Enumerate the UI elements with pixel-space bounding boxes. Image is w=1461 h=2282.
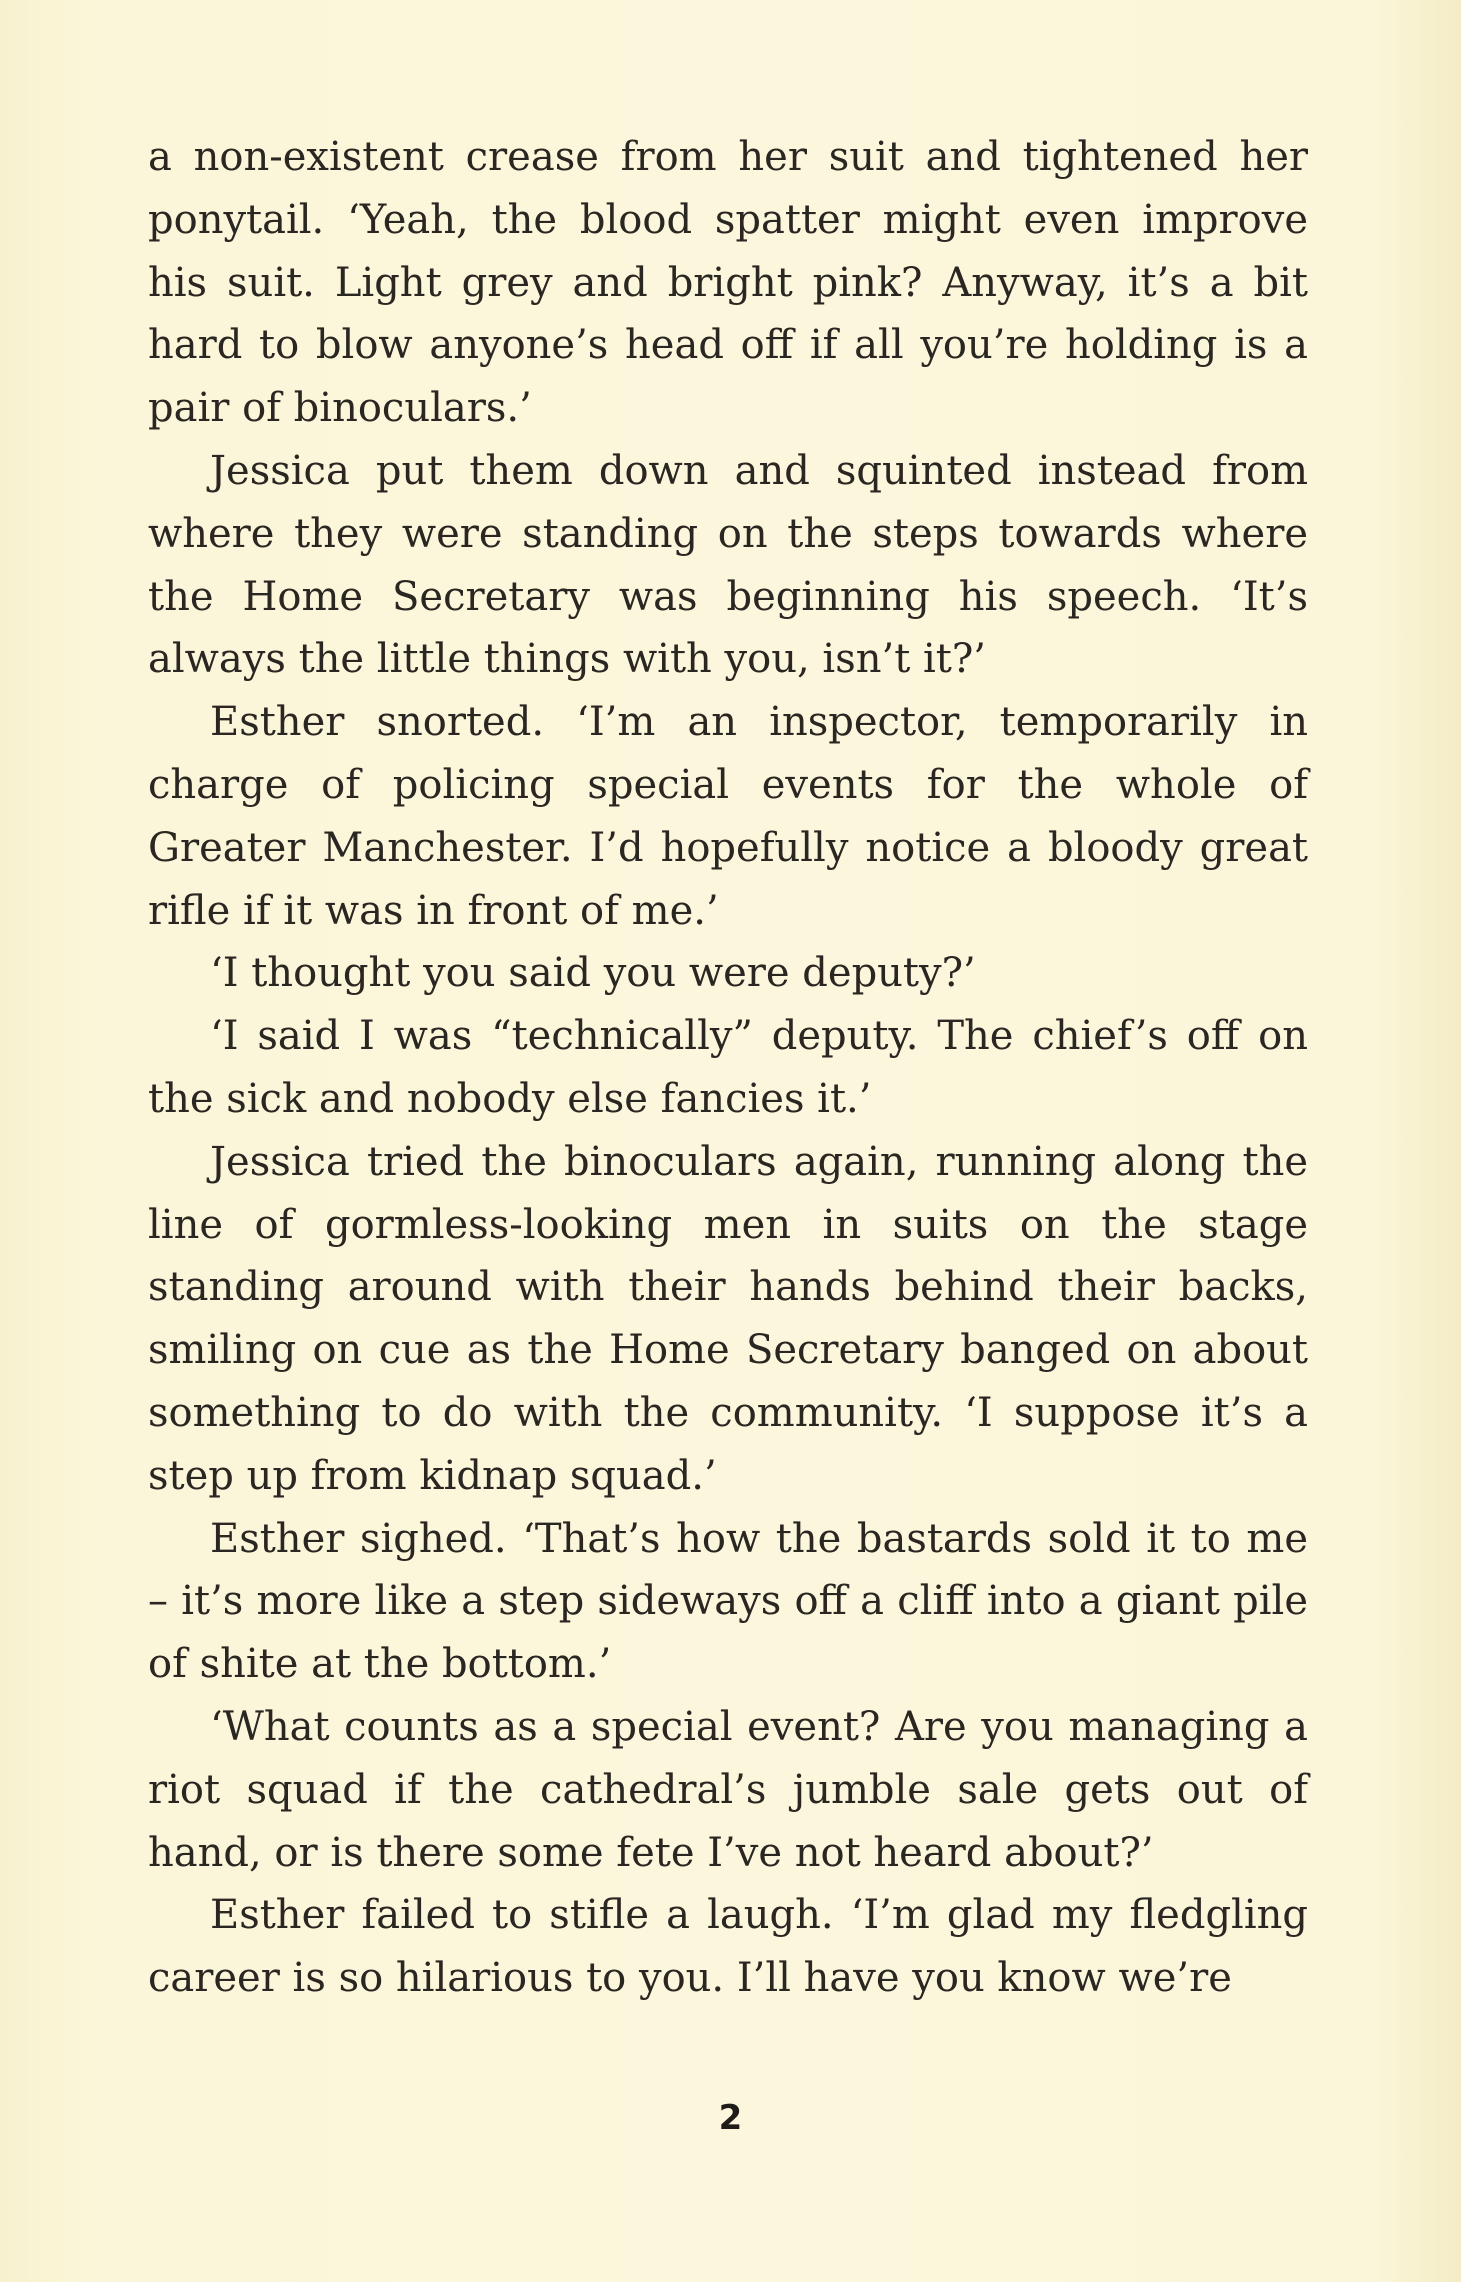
page-number: 2 <box>718 2098 743 2138</box>
paragraph: Jessica put them down and squinted instead from where they were standing on the steps towards where the Home Secretary was beginning his speech. ‘It’s always the little things with you, isn’t it?’ <box>148 447 1308 683</box>
paragraph: Esther sighed. ‘That’s how the bastards sold it to me – it’s more like a step sideways off a cliff into a giant pile of shite at the bottom.’ <box>148 1515 1308 1688</box>
body-text <box>148 126 1308 2010</box>
paragraph: ‘I thought you said you were deputy?’ <box>210 950 976 997</box>
paragraph: Jessica tried the binoculars again, running along the line of gormless-looking men in suits on the stage standing around with their hands behind their backs, smiling on cue as the Home Secretary banged on about something to do with the community. ‘I suppose it’s a step up from kidnap squad.’ <box>148 1138 1308 1499</box>
paragraph-continued: a non-existent crease from her suit and tightened her ponytail. ‘Yeah, the blood spatter might even improve his suit. Light grey and bright pink? Anyway, it’s a bit hard to blow anyone’s head off if all you’re holding is a pair of binoculars.’ <box>148 134 1308 432</box>
paragraph: Esther snorted. ‘I’m an inspector, temporarily in charge of policing special events for the whole of Greater Manchester. I’d hopefully notice a bloody great rifle if it was in front of me.’ <box>148 699 1308 934</box>
paragraph: Esther failed to stifle a laugh. ‘I’m glad my fledgling career is so hilarious to you. I’ll have you know we’re <box>148 1892 1308 2002</box>
paragraph: ‘What counts as a special event? Are you managing a riot squad if the cathedral’s jumble sale gets out of hand, or is there some fete I’ve not heard about?’ <box>148 1703 1308 1876</box>
paragraph: ‘I said I was “technically” deputy. The chief’s off on the sick and nobody else fancies it.’ <box>148 1013 1308 1122</box>
